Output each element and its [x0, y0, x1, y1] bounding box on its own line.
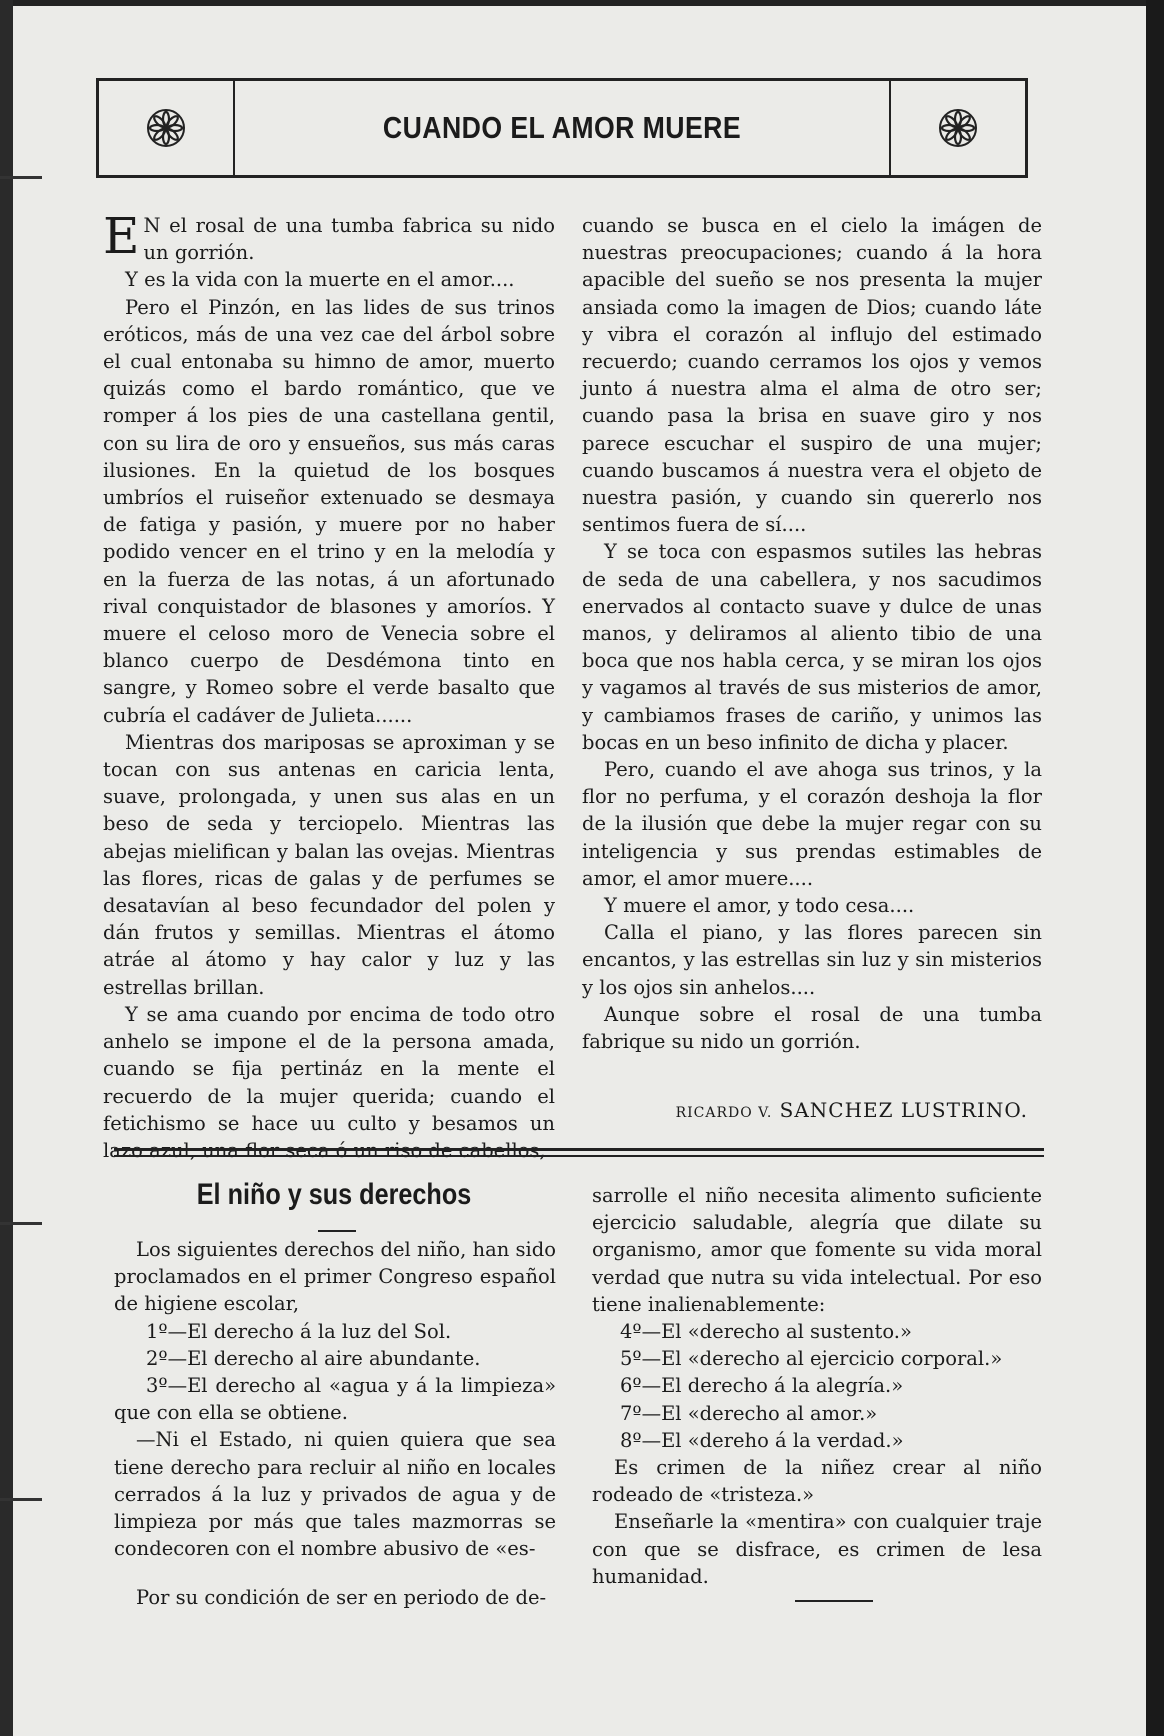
paragraph: E N el rosal de una tumba fabrica su nido un gorrión. — [103, 207, 555, 265]
paragraph: —Ni el Estado, ni quien quiera que sea tiene derecho para recluir al niño en locales cerrados á la luz y privados de agua y de limpieza por más que tales mazmorras se condecoren con el nombre abusivo de «es- — [114, 1428, 556, 1561]
list-item: 4º—El «derecho al sustento.» — [620, 1320, 912, 1344]
article1-column-left — [103, 207, 555, 1164]
list-item: 1º—El derecho á la luz del Sol. — [146, 1319, 452, 1343]
paragraph: Es crimen de la niñez crear al niño rodeado de «tristeza.» — [592, 1456, 1042, 1507]
list-item: 6º—El derecho á la alegría.» — [620, 1374, 904, 1398]
scan-edge-left — [0, 0, 13, 1736]
author-last-name: SANCHEZ LUSTRINO. — [779, 1098, 1028, 1122]
paragraph: Los siguientes derechos del niño, han sido proclamados en el primer Congreso español de higiene escolar, — [114, 1238, 556, 1316]
paragraph: Pero, cuando el ave ahoga sus trinos, y la flor no perfuma, y el corazón deshoja la flor de la ilusión que debe la mujer regar con su inteligencia y sus prendas estimables de amor, el amor muere.... — [582, 758, 1042, 890]
rosette-icon — [938, 108, 978, 148]
paragraph: Por su condición de ser en periodo de de- — [136, 1586, 547, 1610]
end-rule — [795, 1600, 873, 1602]
scan-edge-top — [0, 0, 1164, 6]
paragraph: sarrolle el niño necesita alimento suficiente ejercicio saludable, alegría que dilate su organismo, amor que fomente su vida moral verdad que nutra su vida intelectual. Por eso tiene inalienablemente: — [592, 1184, 1042, 1316]
section-divider — [114, 1148, 1044, 1157]
article2-title: El niño y sus derechos — [196, 1178, 472, 1211]
list-item: 5º—El «derecho al ejercicio corporal.» — [620, 1347, 1003, 1371]
article2-column-right — [592, 1182, 1042, 1590]
binding-mark — [0, 176, 42, 179]
paragraph: Y se ama cuando por encima de todo otro anhelo se impone el de la persona amada, cuando se fija pertináz en la mente el recuerdo de la mujer querida; cuando el fetichismo se hace uu culto y besamos un lazo azul, una flor seca ó un riso de cabellos; — [103, 1002, 555, 1162]
author-signature — [582, 1098, 1028, 1122]
paragraph: Mientras dos mariposas se aproximan y se tocan con sus antenas en caricia lenta, suave, prolongada, y unen sus alas en un beso de seda y terciopelo. Mientras las abejas mielifican y balan las ovejas. Mientras las flores, ricas de galas y de perfumes se desatavían al beso fecundador del polen y dán frutos y semillas. Mientras el átomo atráe al átomo y hay calor y luz y las estrellas brillan. — [103, 730, 555, 999]
scan-edge-right — [1146, 0, 1164, 1736]
banner-ornament-box-right — [889, 81, 1025, 175]
paragraph: Y es la vida con la muerte en el amor.... — [125, 268, 515, 292]
binding-mark — [0, 1498, 42, 1501]
article-title: CUANDO EL AMOR MUERE — [382, 110, 742, 145]
list-item: 2º—El derecho al aire abundante. — [146, 1346, 481, 1370]
list-item: 8º—El «dereho á la verdad.» — [620, 1428, 904, 1452]
list-item: 3º—El derecho al «agua y á la limpieza» que con ella se obtiene. — [114, 1374, 556, 1425]
article-banner — [96, 78, 1028, 178]
rosette-icon — [146, 108, 186, 148]
article2-column-left — [114, 1236, 556, 1612]
banner-ornament-box-left — [99, 81, 235, 175]
paragraph: Enseñarle la «mentira» con cualquier traje con que se disfrace, es crimen de lesa humanidad. — [592, 1510, 1042, 1588]
paragraph: Aunque sobre el rosal de una tumba fabrique su nido un gorrión. — [582, 1002, 1042, 1054]
drop-cap: E — [103, 207, 140, 265]
author-first-name: RICARDO V. — [675, 1105, 773, 1121]
article1-column-right — [582, 212, 1042, 1055]
paragraph: cuando se busca en el cielo la imágen de nuestras preocupaciones; cuando á la hora apacible del sueño se nos presenta la mujer ansiada como la imagen de Dios; cuando láte y vibra el corazón al influjo del estimado recuerdo; cuando cerramos los ojos y vemos junto á nuestra alma el alma de otro ser; cuando pasa la brisa en suave giro y nos parece escuchar el suspiro de una mujer; cuando buscamos á nuestra vera el objeto de nuestra pasión, y cuando sin quererlo nos sentimos fuera de sí.... — [582, 214, 1042, 537]
paragraph: Y muere el amor, y todo cesa.... — [604, 894, 915, 918]
paragraph: Pero el Pinzón, en las lides de sus trinos eróticos, más de una vez cae del árbol sobre el cual entonaba su himno de amor, muerto quizás como el bardo romántico, que ve romper á los pies de una castellana gentil, con su lira de oro y ensueños, sus más caras ilusiones. En la quietud de los bosques umbríos el ruiseñor extenuado se desmaya de fatiga y pasión, y muere por no haber podido vencer en el trino y en la melodía y en la fuerza de las notas, á un afortunado rival conquistador de blasones y amoríos. Y muere el celoso moro de Venecia sobre el blanco cuerpo de Desdémona tinto en sangre, y Romeo sobre el verde basalto que cubría el cadáver de Julieta...... — [103, 295, 555, 727]
binding-mark — [0, 1222, 42, 1225]
title-rule — [318, 1230, 356, 1232]
list-item: 7º—El «derecho al amor.» — [620, 1401, 878, 1425]
paragraph: Y se toca con espasmos sutiles las hebras de seda de una cabellera, y nos sacudimos enervados al contacto suave y dulce de unas manos, y deliramos al aliento tibio de una boca que nos habla cerca, y se miran los ojos y vagamos al través de sus misterios de amor, y cambiamos frases de cariño, y unimos las bocas en un beso infinito de dicha y placer. — [582, 540, 1042, 754]
paragraph: Calla el piano, y las flores parecen sin encantos, y las estrellas sin luz y sin misterios y los ojos sin anhelos.... — [582, 921, 1042, 999]
